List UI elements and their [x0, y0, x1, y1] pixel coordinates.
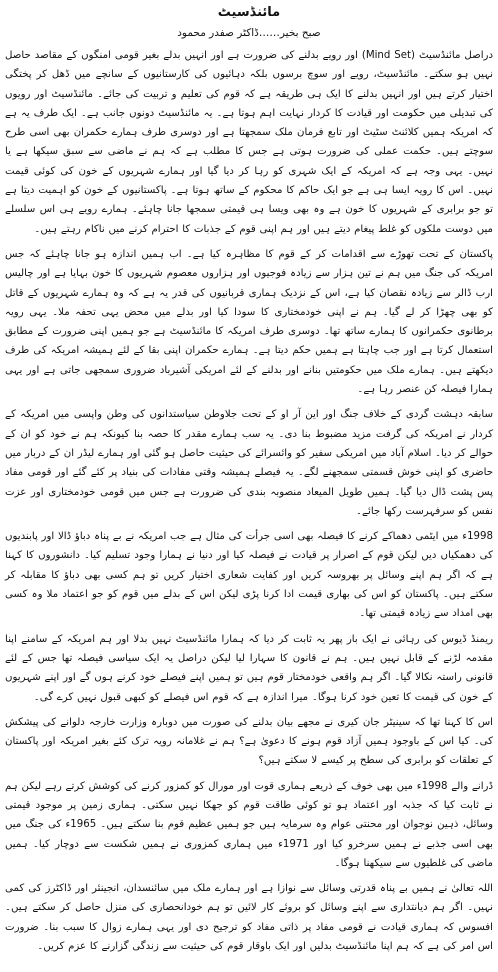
article-byline: صبح بخیر……ڈاکٹر صفدر محمود — [177, 27, 321, 39]
article-paragraph: ریمنڈ ڈیوس کی رہائی نے ایک بار پھر یہ ثابت کر دیا کہ ہمارا مائنڈسیٹ نہیں بدلا اور ہم امریکہ کے سامنے اپنا مقدمہ لڑنے کے قابل نہیں ہیں۔ ہم نے قانون کا سہارا لیا لیکن دراصل یہ ایک سیاسی فیصلہ تھا جس کے لئے قانونی راستہ نکالا گیا۔ اگر ہم واقعی خودمختار قوم ہیں تو ہمیں اپنے فیصلے خود کرنے ہوں گے اور اپنے شہریوں کے خون کی قیمت کا تعین خود کرنا ہوگا۔ میرا اندازہ ہے کہ قوم اس فیصلے کو کبھی قبول نہیں کرے گی۔ — [5, 633, 493, 703]
article-paragraph: پاکستان کے تحت تھوڑے سے اقدامات کر کے قوم کا مظاہرہ کیا ہے۔ اب ہمیں اندازہ ہو جانا چاہئے کہ جس امریکہ کی جنگ میں ہم نے تین ہزار سے زیادہ فوجیوں اور ہزاروں معصوم شہریوں کا خون بہایا ہے اور چالیس ارب ڈالر سے زیادہ نقصان کیا ہے، اس کے نزدیک ہماری قربانیوں کی قدر یہ ہے کہ وہ ہمارے شہریوں کے قاتل کو بھی چھڑا کر لے گیا۔ ہم نے اپنی خودمختاری کا سودا کیا اور بدلے میں محض یہی تحفہ ملا۔ یہی رویہ برطانوی حکمرانوں کا ہمارے ساتھ تھا۔ دوسری طرف امریکہ کا مائنڈسیٹ ہے جو ہمیں اپنی ضرورت کے مطابق استعمال کرتا ہے اور جب چاہتا ہے ہمیں حکم دیتا ہے۔ ہمارے حکمران اپنی بقا کے لئے ہمیشہ امریکہ کی طرف دیکھتے ہیں۔ ہمارے ملک میں حکومتیں بنانے اور بدلنے کے لئے امریکی آشیرباد ضروری سمجھی جاتی ہے اور یہی ہمارا فیصلہ کن عنصر رہا ہے۔ — [5, 248, 493, 396]
article-paragraph: اس کا کہنا تھا کہ سینیٹر جان کیری نے مجھے بیان بدلنے کی صورت میں دوبارہ وزارت خارجہ دلوانے کی پیشکش کی۔ کیا اس کے باوجود ہمیں آزاد قوم ہونے کا دعویٰ ہے؟ ہم نے غلامانہ رویہ ترک کئے بغیر امریکہ اور پاکستان کے تعلقات کو برابری کی سطح پر کیسے لا سکتے ہیں؟ — [5, 716, 493, 767]
article-paragraph: سابقہ دہشت گردی کے خلاف جنگ اور این آر او کے تحت جلاوطن سیاستدانوں کی وطن واپسی میں امریکہ کے کردار نے امریکہ کی گرفت مزید مضبوط بنا دی۔ یہ سب ہمارے مقدر کا حصہ بنا کیونکہ ہم نے خود کو ان کے حوالے کر دیا۔ اسلام آباد میں امریکی سفیر کو وائسرائے کی حیثیت حاصل ہو گئی اور ہمارے لیڈر ان کے دربار میں حاضری کو اپنی خوش قسمتی سمجھنے لگے۔ یہ فیصلے ہمیشہ وقتی مفادات کی بنیاد پر کئے گئے اور قومی مفاد پس پشت ڈال دیا گیا۔ ہمیں طویل المیعاد منصوبہ بندی کی ضرورت ہے جس میں قومی خودمختاری اور عزت نفس کو سرفہرست رکھا جائے۔ — [5, 409, 493, 517]
article-title: مائنڈسیٹ — [217, 5, 281, 20]
article-paragraph: 1998ء میں ایٹمی دھماکے کرنے کا فیصلہ بھی اسی جرأت کی مثال ہے جب امریکہ نے بے پناہ دباؤ ڈالا اور پابندیوں کی دھمکیاں دیں لیکن قوم کے اصرار پر قیادت نے فیصلہ کیا اور دنیا نے ہمارا وجود تسلیم کیا۔ دانشوروں کا کہنا ہے کہ اگر ہم اپنے وسائل پر بھروسہ کریں اور کفایت شعاری اختیار کریں تو ہم کسی بھی دباؤ کا مقابلہ کر سکتے ہیں۔ پاکستان کو اس کی بھاری قیمت ادا کرنا پڑی لیکن اس کے بدلے میں قوم کو جو اعتماد ملا وہ کسی بھی امداد سے زیادہ قیمتی تھا۔ — [5, 531, 493, 620]
article-paragraph: اللہ تعالیٰ نے ہمیں بے پناہ قدرتی وسائل سے نوازا ہے اور ہمارے ملک میں سائنسدان، انجینئر اور ڈاکٹرز کی کمی نہیں۔ اگر ہم دیانتداری سے اپنے وسائل کو بروئے کار لائیں تو ہم خودانحصاری کی منزل حاصل کر سکتے ہیں۔ افسوس کہ ہماری قیادت نے قومی مفاد پر ذاتی مفاد کو ترجیح دی اور یہی ہمارے زوال کا سبب بنا۔ ضرورت اس امر کی ہے کہ ہم اپنا مائنڈسیٹ بدلیں اور ایک باوقار قوم کی حیثیت سے زندگی گزارنے کا عزم کریں۔ — [5, 883, 493, 953]
article-paragraph: ڈرانے والے 1998ء میں بھی خوف کے ذریعے ہماری قوت اور مورال کو کمزور کرنے کی کوشش کرتے رہے لیکن ہم نے ثابت کیا کہ جذبہ اور اعتماد ہو تو کوئی طاقت قوم کو جھکا نہیں سکتی۔ ہماری زمین پر موجود قیمتی وسائل، ذہین نوجوان اور محنتی عوام وہ سرمایہ ہیں جو ہمیں عظیم قوم بنا سکتے ہیں۔ 1965ء کی جنگ میں بھی اسی جذبے نے ہمیں سرخرو کیا اور 1971ء میں ہماری کمزوری نے ہمیں شکست سے دوچار کیا۔ ہمیں ماضی کی غلطیوں سے سیکھنا ہوگا۔ — [5, 780, 493, 869]
article-paragraph: دراصل مائنڈسیٹ (Mind Set) اور رویے بدلنے کی ضرورت ہے اور انہیں بدلے بغیر قومی امنگوں کے مقاصد حاصل نہیں ہو سکتے۔ مائنڈسیٹ، رویے اور سوچ برسوں بلکہ دہائیوں کی کارستانیوں کے سانچے میں ڈھل کر پختگی اختیار کرتے ہیں اور انہیں بدلنے کا ایک ہی طریقہ ہے کہ قوم کی تعلیم و تربیت کی جائے۔ مائنڈسیٹ اور رویوں کی تبدیلی میں حکومت اور قیادت کا کردار نہایت اہم ہوتا ہے۔ یہ مائنڈسیٹ دونوں جانب ہے۔ ایک طرف یہ ہے کہ امریکہ ہمیں کلائنٹ سٹیٹ اور تابع فرمان ملک سمجھتا ہے اور دوسری طرف ہمارے حکمران بھی اسی طرح سوچتے ہیں۔ حکمت عملی کی ضرورت ہوتی ہے جس کا مطلب ہے کہ ہم نے ماضی سے سبق سیکھا ہے یا نہیں۔ یہی وجہ ہے کہ امریکہ کے ایک شہری کو رہا کر دیا گیا اور ہمارے شہریوں کے خون کی کوئی قیمت نہیں۔ اس کا رویہ ایسا ہی ہے جو ایک حاکم کا محکوم کے ساتھ ہوتا ہے۔ پاکستانیوں کے خون کو اہمیت دیتا ہے تو جو برابری کے شہریوں کا خون ہے وہ بھی ویسا ہی قیمتی سمجھا جانا چاہئے۔ ہمارے رویے ہی اس سلسلے میں دوست ملکوں کو غلط پیغام دیتے ہیں اور ہم اپنی قوم کے جذبات کا احترام کرنے میں ناکام رہتے ہیں۔ — [5, 50, 494, 235]
